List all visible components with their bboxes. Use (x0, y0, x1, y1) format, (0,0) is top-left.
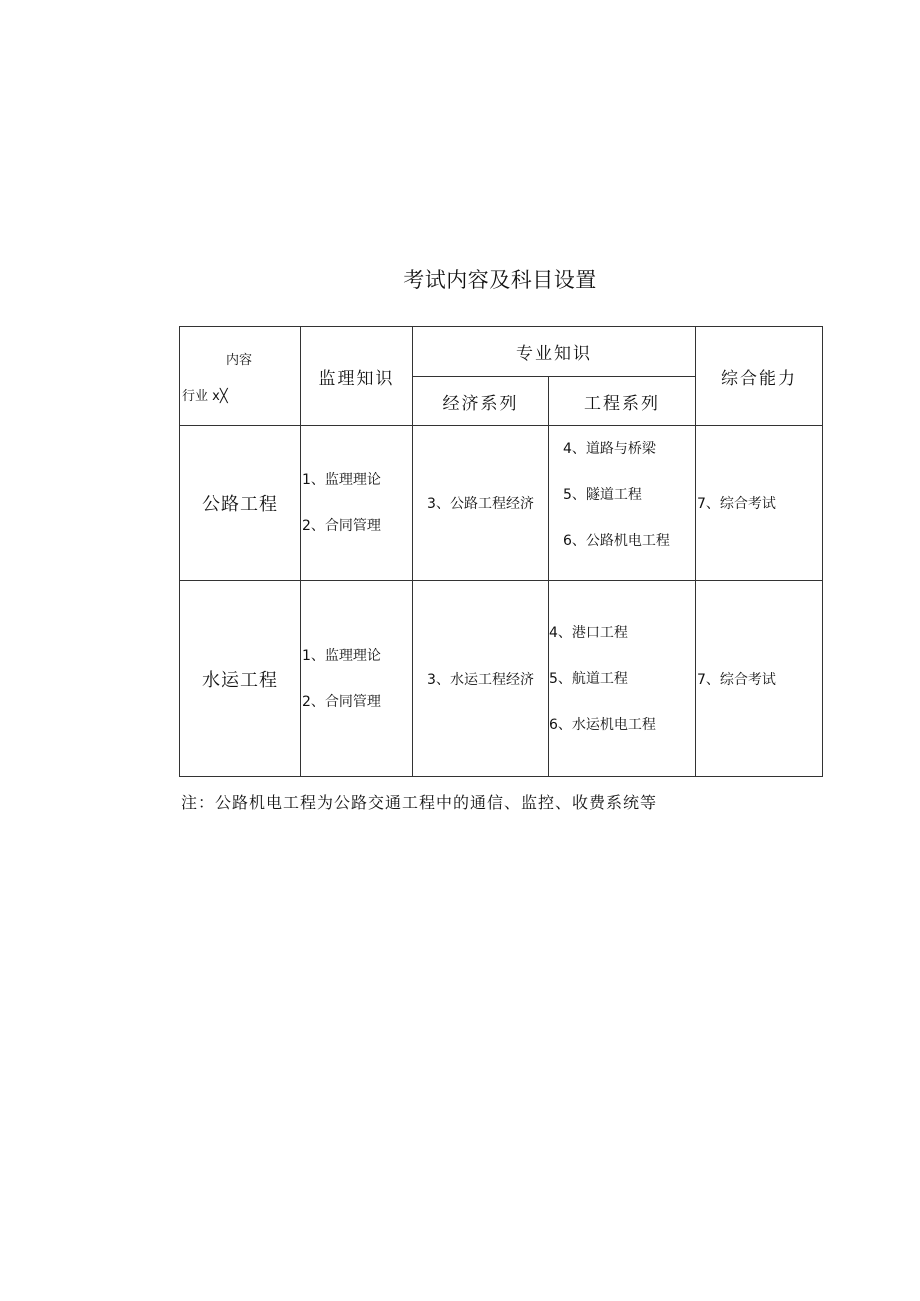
row-comprehensive-subject: 7、综合考试 (696, 426, 823, 581)
list-item: 2、合同管理 (302, 693, 381, 710)
table-row (180, 426, 823, 581)
exam-subjects-table (179, 326, 823, 777)
corner-header-cell (180, 327, 301, 426)
row-engineering-subjects (549, 426, 696, 581)
list-item: 6、水运机电工程 (549, 716, 656, 733)
header-professional-knowledge: 专业知识 (413, 327, 696, 377)
table-footnote: 注：公路机电工程为公路交通工程中的通信、监控、收费系统等 (181, 793, 658, 812)
list-item: 5、隧道工程 (563, 487, 642, 503)
row-supervision-subjects (301, 426, 413, 581)
list-item: 4、港口工程 (549, 624, 628, 641)
list-item: 6、公路机电工程 (563, 533, 670, 549)
table-header-row-1 (180, 327, 823, 377)
corner-content-label: 内容 (226, 353, 253, 368)
row-economics-subject: 3、公路工程经济 (413, 426, 549, 581)
list-item: 5、航道工程 (549, 670, 628, 687)
header-engineering-series: 工程系列 (549, 377, 696, 426)
corner-industry-label: 行业 ⅹ╳ (182, 389, 228, 404)
header-comprehensive-ability: 综合能力 (696, 327, 823, 426)
header-supervision-knowledge: 监理知识 (301, 327, 413, 426)
row-supervision-subjects (301, 581, 413, 777)
row-comprehensive-subject: 7、综合考试 (696, 581, 823, 777)
list-item: 4、道路与桥梁 (563, 441, 656, 457)
document-title: 考试内容及科目设置 (403, 268, 597, 292)
list-item: 1、监理理论 (302, 472, 381, 488)
header-economics-series: 经济系列 (413, 377, 549, 426)
row-engineering-subjects (549, 581, 696, 777)
list-item: 2、合同管理 (302, 518, 381, 534)
row-industry-highway: 公路工程 (180, 426, 301, 581)
row-economics-subject: 3、水运工程经济 (413, 581, 549, 777)
list-item: 1、监理理论 (302, 647, 381, 664)
row-industry-waterway: 水运工程 (180, 581, 301, 777)
table-row (180, 581, 823, 777)
